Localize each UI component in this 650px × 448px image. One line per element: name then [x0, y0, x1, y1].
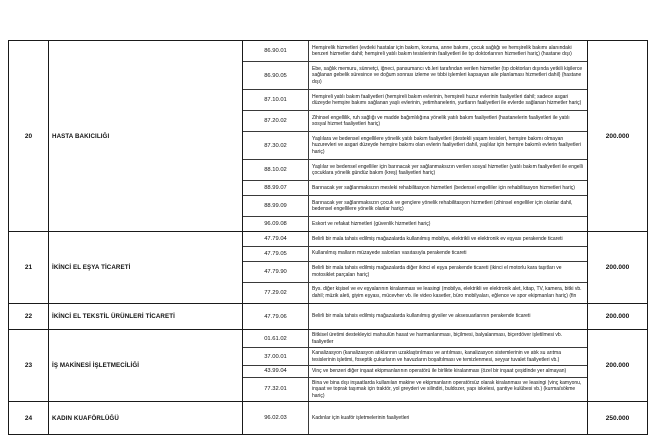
activity-code: 43.99.04 [243, 366, 309, 377]
activity-code: 86.90.05 [243, 62, 309, 89]
activity-code: 37.00.01 [243, 348, 309, 365]
activity-row [243, 195, 587, 216]
exemption-amount: 200.000 [587, 304, 647, 329]
activity-code: 77.32.01 [243, 378, 309, 402]
activity-code: 87.10.01 [243, 90, 309, 110]
activity-code: 47.79.04 [243, 232, 309, 246]
activity-exemption-table [8, 40, 648, 435]
activity-row [243, 330, 587, 347]
exemption-amount: 200.000 [587, 41, 647, 231]
section-number: 21 [9, 232, 49, 303]
activity-code: 01.61.02 [243, 330, 309, 347]
activity-row [243, 61, 587, 89]
activity-rows [243, 304, 587, 329]
activity-row [243, 180, 587, 195]
category-name: İKİNCİ EL TEKSTİL ÜRÜNLERİ TİCARETİ [49, 304, 243, 329]
category-section [9, 303, 647, 329]
category-name: KADIN KUAFÖRLÜĞÜ [49, 402, 243, 434]
activity-description: Belirli bir mala tahsis edilmiş mağazalarda kullanılmış giysiler ve aksesuarlarının perakende ticareti [312, 313, 531, 320]
activity-description: Yaşlılar ve bedensel engelliler için barınacak yer sağlanmaksızın verilen sosyal hizmetler (yatılı bakım faaliyetleri ile engelli çocuklara yönelik gündüz bakım (kreş) faaliyetleri hariç) [312, 163, 583, 177]
activity-description: Belirli bir mala tahsis edilmiş mağazalarda diğer ikinci el eşya perakende ticareti (ikinci el motorlu kara taşıtları ve motosiklet parçaları hariç) [312, 265, 562, 278]
category-section [9, 41, 647, 231]
activity-row [243, 282, 587, 303]
category-section [9, 329, 647, 401]
activity-code: 86.90.01 [243, 41, 309, 61]
section-number: 24 [9, 402, 49, 434]
activity-row [243, 261, 587, 282]
activity-code: 47.79.05 [243, 247, 309, 261]
activity-description: Bys. diğer kişisel ve ev eşyalarının kiralanması ve leasingi (mobilya, elektrikli ve elektronik alet, kitap, TV, kamera, bitki vb. dahil; müzik aleti, giyim eşyası, mücevher vb. ile video kasetler, büro mobilyaları, eğlence ve spor ekipmanları hariç) (fin [312, 286, 582, 299]
activity-code: 88.99.09 [243, 196, 309, 216]
exemption-amount: 200.000 [587, 232, 647, 303]
activity-row [243, 89, 587, 110]
category-name: HASTA BAKICILIĞI [49, 41, 243, 231]
activity-rows [243, 232, 587, 303]
activity-row [243, 304, 587, 329]
activity-description: Kullanılmış malların müzayede salonları vasıtasıyla perakende ticareti [312, 250, 467, 257]
activity-row [243, 377, 587, 402]
activity-code: 87.30.02 [243, 132, 309, 159]
activity-description: Zihinsel engellilik, ruh sağlığı ve madde bağımlılığına yönelik yatılı bakım faaliyetleri (hastanelerin faaliyetleri ile yatılı sosyal hizmet faaliyetleri hariç) [312, 114, 570, 128]
activity-code: 47.79.90 [243, 262, 309, 282]
activity-row [243, 365, 587, 377]
activity-row [243, 246, 587, 261]
activity-description: Ebe, sağlık memuru, sünnetçi, iğneci, pansumancı vb.leri tarafından verilen hizmetler (tıp doktorları dışında yetkili kişilerce sağlanan gebelik süresince ve doğum sonrası izleme ve tıbbi işlemleri kapsayan aile planlaması hizmetleri dahil) (hastane dışı) [312, 65, 583, 85]
category-name: İŞ MAKİNESİ İŞLETMECİLİĞİ [49, 330, 243, 401]
section-number: 22 [9, 304, 49, 329]
activity-description: Bitkisel üretimi destekleyici mahsulün hasat ve harmanlanması, biçilmesi, balyalanması, biçerdöver işletilmesi vb. faaliyetler [312, 332, 563, 345]
section-number: 23 [9, 330, 49, 401]
activity-row [243, 41, 587, 61]
activity-code: 88.10.02 [243, 160, 309, 180]
activity-description: Kadınlar için kuaför işletmelerinin faaliyetleri [312, 414, 410, 421]
activity-description: Kanalizasyon (kanalizasyon atıklarının uzaklaştırılması ve arıtılması, kanalizasyon sistemlerinin ve atık su arıtma tesislerinin işletimi, foseptik çukurların ve havuzların boşaltılması ve temizlenmesi, seyyar tuvalet faaliyetleri vb.) [312, 350, 561, 363]
activity-description: Barınacak yer sağlanmaksızın mesleki rehabilitasyon hizmetleri (bedensel engelliler için rehabilitasyon hizmetleri hariç) [312, 184, 575, 191]
activity-rows [243, 41, 587, 231]
activity-code: 77.29.02 [243, 283, 309, 303]
activity-description: Barınacak yer sağlanmaksızın çocuk ve gençlere yönelik rehabilitasyon hizmetleri (zihinsel engelliler için olanlar dahil, bedensel engellilere yönelik olanlar hariç) [312, 199, 573, 213]
activity-row [243, 232, 587, 246]
activity-description: Yaşlılara ve bedensel engellilere yönelik yatılı bakım faaliyetleri (destekli yaşam tesisleri, hemşire bakımı olmayan huzurevleri ve asgari düzeyde hemşire bakımı olan evlerin faaliyetleri dahil, yaşlılar için hemşire bakımlı evlerin faaliyetleri hariç) [312, 135, 582, 155]
category-section [9, 231, 647, 303]
category-name: İKİNCİ EL EŞYA TİCARETİ [49, 232, 243, 303]
activity-description: Belirli bir mala tahsis edilmiş mağazalarda kullanılmış mobilya, elektrikli ve elektronik ev eşyası perakende ticareti [312, 235, 563, 242]
section-number: 20 [9, 41, 49, 231]
activity-code: 87.20.02 [243, 111, 309, 131]
activity-code: 47.79.06 [243, 304, 309, 329]
activity-row [243, 216, 587, 231]
activity-description: Eskort ve refakat hizmetleri (güvenlik hizmetleri hariç) [312, 220, 431, 227]
activity-row [243, 402, 587, 434]
activity-row [243, 347, 587, 365]
activity-description: Hemşirelik hizmetleri (evdeki hastalar için bakım, koruma, anne bakımı, çocuk sağlığı ve hemşirelik bakımı alanındaki benzeri hizmetler dahil; hemşireli yatılı bakım tesislerinin faaliyetleri ile tıp doktorlarının hizmetleri hariç) (hastane dışı) [312, 44, 572, 58]
activity-rows [243, 402, 587, 434]
category-section [9, 401, 647, 434]
exemption-amount: 200.000 [587, 330, 647, 401]
activity-row [243, 110, 587, 131]
activity-code: 88.99.07 [243, 181, 309, 195]
activity-description: Bina ve bina dışı inşaatlarda kullanılan makine ve ekipmanların operatörsüz olarak kiralanması ve leasingi (vinç kamyonu, inşaat ve toprak taşımak için traktör, yol greyderi ve silindiri, buldozer, yapı iskelesi, şantiye kulübesi vb.) (kurma/sökme hariç) [312, 379, 582, 399]
exemption-amount: 250.000 [587, 402, 647, 434]
activity-code: 96.02.03 [243, 402, 309, 434]
activity-code: 96.09.08 [243, 217, 309, 231]
activity-row [243, 159, 587, 180]
activity-description: Hemşireli yatılı bakım faaliyetleri (hemşireli bakım evlerinin, hemşireli huzur evlerinin faaliyetleri dahil; sadece asgari düzeyde hemşire bakımı sağlanan yaşlı evlerinin, yetimhanelerin, yurtların faaliyetleri ile evlerde sağlanan hizmetler hariç) [312, 93, 582, 107]
activity-rows [243, 330, 587, 401]
activity-description: Vinç ve benzeri diğer inşaat ekipmanlarının operatörü ile birlikte kiralanması (özel bir inşaat çeşidinde yer almayan) [312, 368, 567, 374]
activity-row [243, 131, 587, 159]
